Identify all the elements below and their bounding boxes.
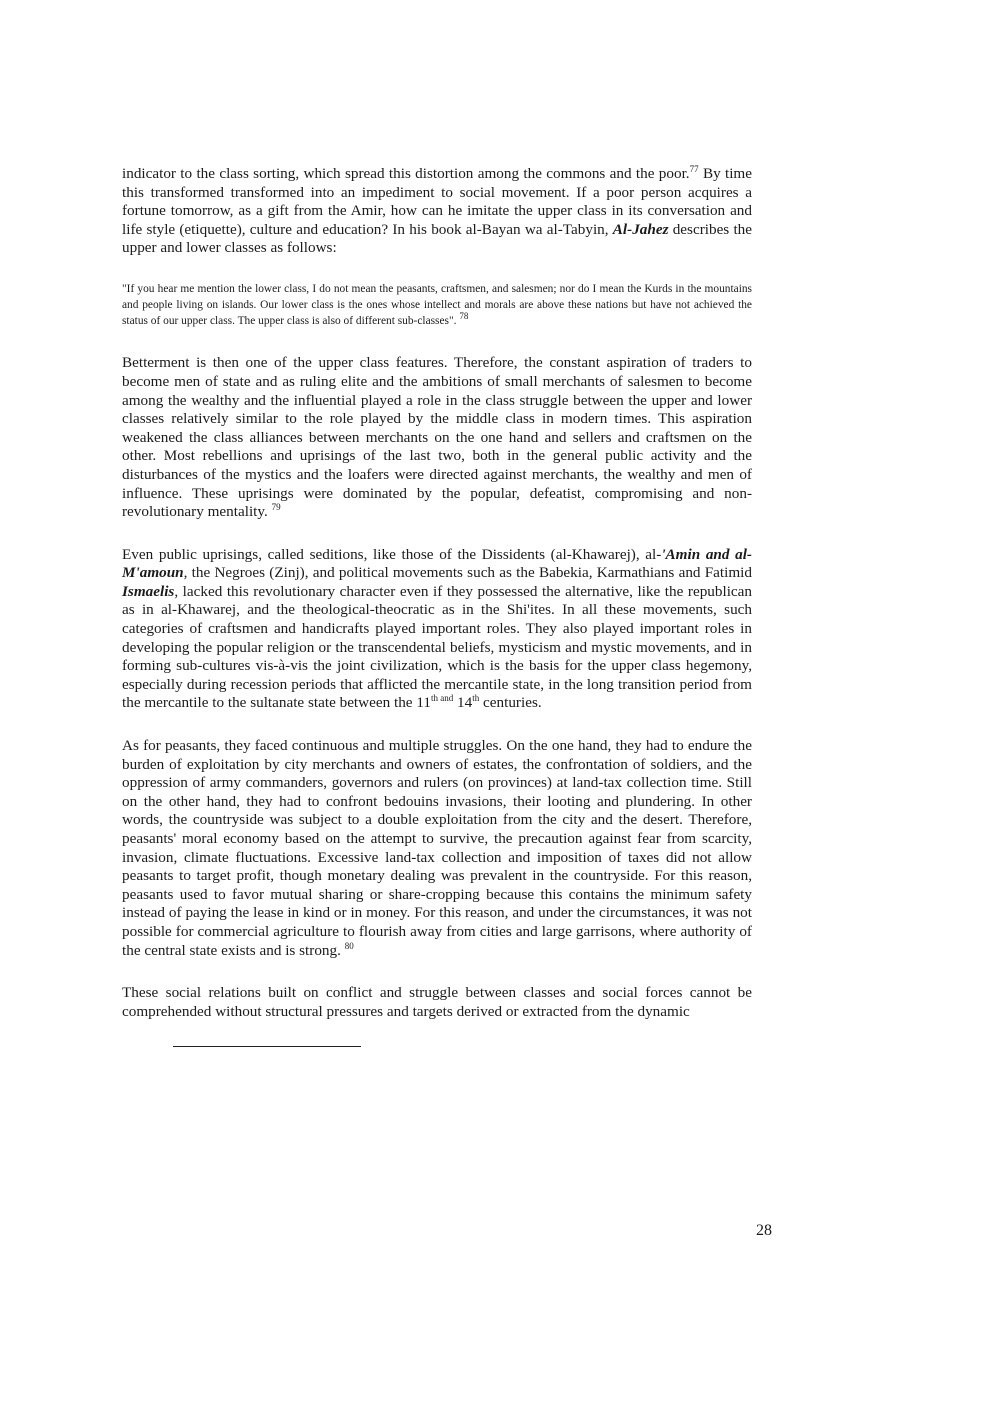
paragraph-text: , the Negroes (Zinj), and political movements such as the Babekia, Karmathians and Fatimid — [183, 564, 752, 582]
paragraph-text: Betterment is then one of the upper class features. Therefore, the constant aspiration of traders to become men of state and as ruling elite and the ambitions of small merchants of salesmen to become among the wealthy and the influential played a role in the class struggle between the upper and lower classes relatively similar to the role played by the middle class in modern times. This aspiration weakened the class alliances between merchants on the one hand and sellers and craftsmen on the other. Most rebellions and uprisings of the last two, both in the general public activity and the disturbances of the mystics and the loafers were directed against merchants, the wealthy and men of influence. These uprisings were dominated by the popular, defeatist, compromising and non-revolutionary mentality. — [122, 354, 752, 521]
footnote-separator — [173, 1046, 361, 1047]
paragraph-text: These social relations built on conflict and struggle between classes and social forces cannot be comprehended without structural pressures and targets derived or extracted from the dynamic — [122, 984, 752, 1020]
paragraph-class-sorting — [122, 165, 752, 258]
paragraph-text: , lacked this revolutionary character even if they possessed the alternative, like the republican as in al-Khawarej, and the theological-theocratic as in the Shi'ites. In all these movements, such categories of craftsmen and handicrafts played important roles. They also played important roles in developing the popular religion or the transcendental beliefs, mysticism and mystic movements, and in forming sub-cultures vis-à-vis the joint civilization, which is the basis for the upper class hegemony, especially during recession periods that afflicted the mercantile state, in the long transition period from the mercantile to the sultanate state between the 11 — [122, 582, 752, 712]
paragraph-text: 14 — [453, 694, 473, 712]
paragraph-uprisings — [122, 546, 752, 713]
document-body — [122, 165, 752, 1045]
paragraph-betterment — [122, 354, 752, 521]
page-number: 28 — [756, 1222, 772, 1239]
emphasis-amin-mamoun: 'Amin and al-M'amoun — [122, 545, 752, 582]
paragraph-text: By time this transformed transformed into an impediment to social movement. If a poor person acquires a fortune tomorrow, as a gift from the Amir, how can he imitate the upper class in its conversation and life style (etiquette), culture and education? In his book al-Bayan wa al-Tabyin, — [122, 165, 752, 238]
author-name: Al-Jahez — [612, 220, 669, 238]
paragraph-social-relations — [122, 984, 752, 1021]
footnote-ref-78: 78 — [459, 310, 469, 321]
block-quote — [122, 282, 752, 329]
paragraph-text: indicator to the class sorting, which spread this distortion among the commons and the poor. — [122, 165, 690, 182]
footnote-ref-79: 79 — [271, 502, 281, 513]
quote-text: "If you hear me mention the lower class, I do not mean the peasants, craftsmen, and salesmen; nor do I mean the Kurds in the mountains and people living on islands. Our lower class is the ones whose intellect and morals are above these nations but have not achieved the status of our upper class. The upper class is also of different sub-classes". — [122, 282, 752, 327]
footnote-ref-80: 80 — [344, 940, 354, 951]
footnote-ref-77: 77 — [689, 163, 699, 174]
paragraph-text: As for peasants, they faced continuous and multiple struggles. On the one hand, they had to endure the burden of exploitation by city merchants and owners of estates, the confrontation of soldiers, and the oppression of army commanders, governors and rulers (on provinces) at land-tax collection time. Still on the other hand, they had to confront bedouins invasions, their looting and plundering. In other words, the countryside was subject to a double exploitation from the city and the desert. Therefore, peasants' moral economy based on the attempt to survive, the precaution against fear from scarcity, invasion, climate fluctuations. Excessive land-tax collection and imposition of taxes did not allow peasants to target profit, though monetary dealing was prevalent in the countryside. For this reason, peasants used to favor mutual sharing or share-cropping because this contains the minimum safety instead of paying the lease in kind or in money. For this reason, and under the circumstances, it was not possible for commercial agriculture to flourish away from cities and large garrisons, where authority of the central state exists and is strong. — [122, 737, 752, 959]
ordinal-suffix: th — [472, 693, 480, 704]
paragraph-text: centuries. — [479, 694, 542, 712]
ordinal-suffix: th and — [430, 693, 454, 704]
paragraph-peasants — [122, 737, 752, 960]
emphasis-ismaelis: Ismaelis — [122, 582, 175, 600]
paragraph-text: Even public uprisings, called seditions, like those of the Dissidents (al-Khawarej), al- — [122, 545, 662, 563]
paragraph-text: describes the upper and lower classes as follows: — [122, 220, 753, 257]
